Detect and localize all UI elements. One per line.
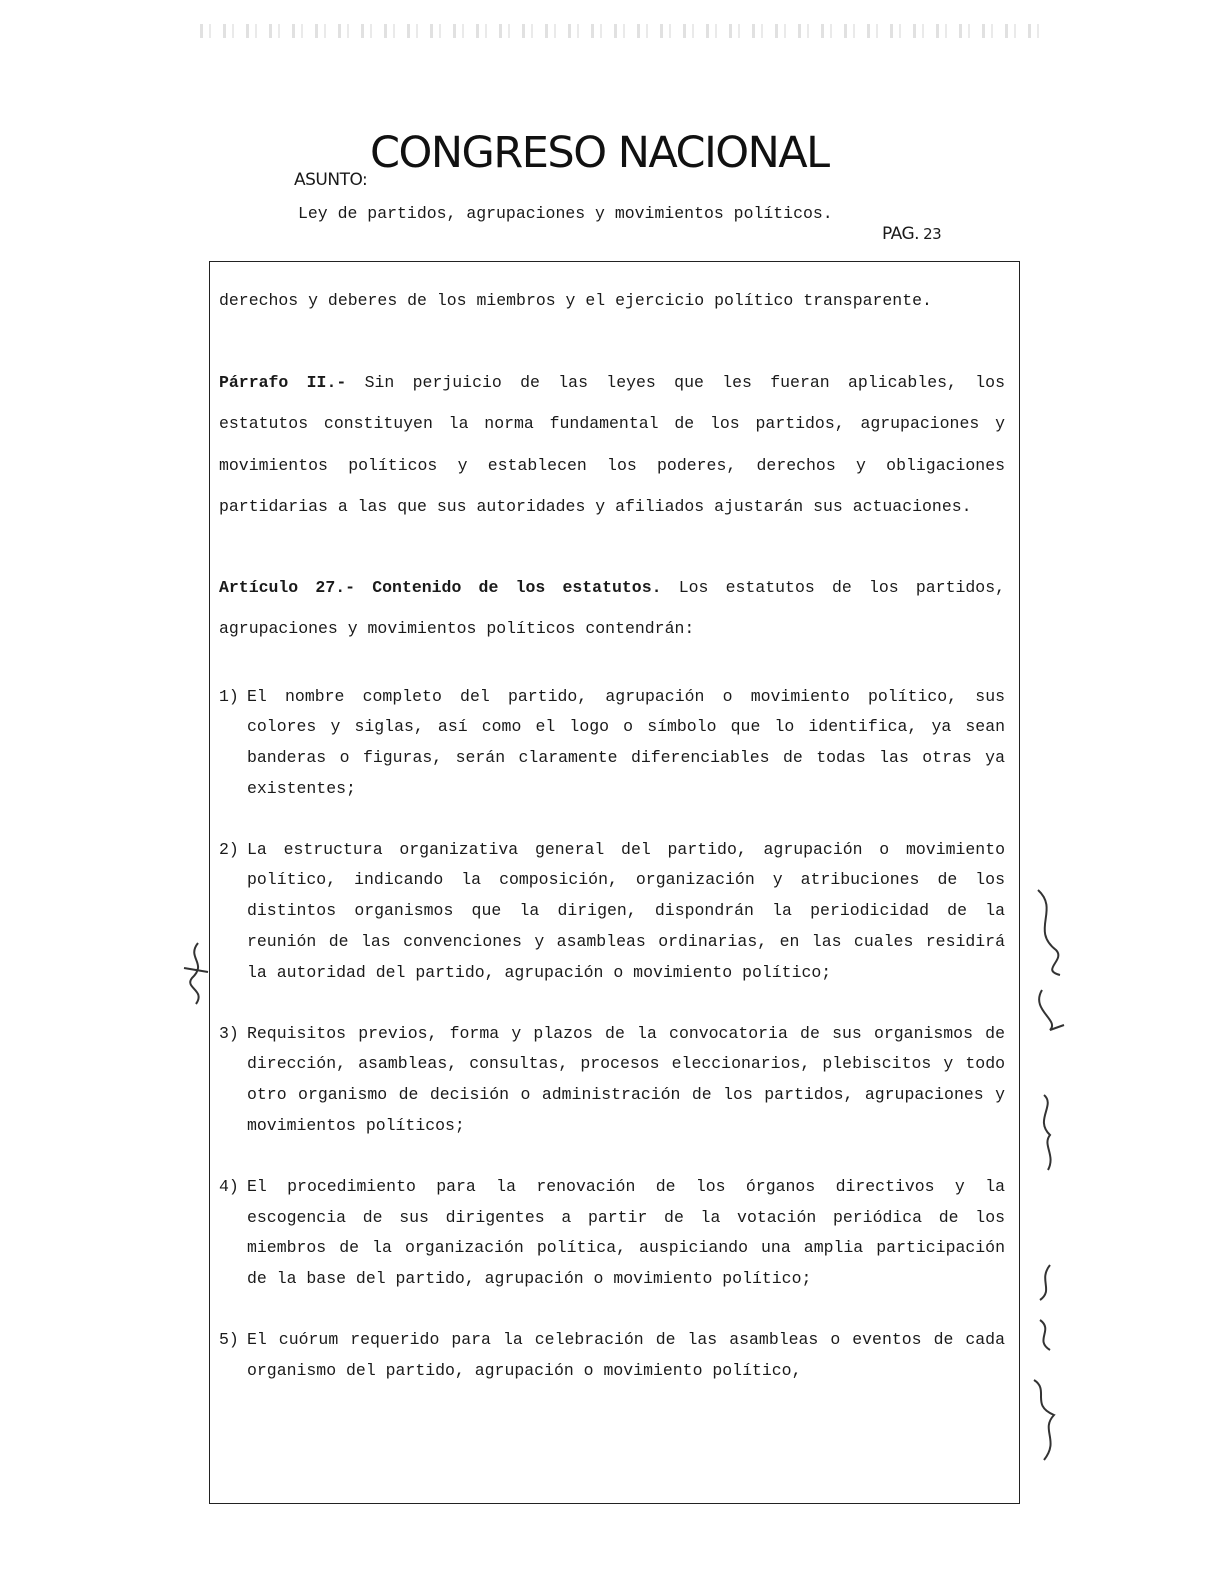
scan-noise-strip [200, 24, 1040, 38]
page-number [882, 224, 941, 244]
list-item [219, 835, 1005, 989]
list-item-text: La estructura organizativa general del partido, agrupación o movimiento político, indicando la composición, organización y atribuciones de los distintos organismos que la dirigen, dispondrán la periodicidad de la reunión de las convenciones y asambleas ordinarias, en las cuales residirá la autoridad del partido, agrupación o movimiento político; [247, 839, 1005, 982]
paragraph-ii-text: Sin perjuicio de las leyes que les fueran aplicables, los estatutos constituyen la norma fundamental de los partidos, agrupaciones y movimientos políticos y establecen los poderes, derechos y obligaciones partidarias a las que sus autoridades y afiliados ajustarán sus actuaciones. [219, 372, 1005, 516]
paragraph-ii-label: Párrafo II.- [219, 372, 347, 392]
list-item [219, 1325, 1005, 1387]
list-item [219, 682, 1005, 805]
article-27-text: Los estatutos de los partidos, agrupaciones y movimientos políticos contendrán: [219, 577, 1005, 638]
list-item-number: 3) [219, 1023, 239, 1043]
handwritten-initials-right [1020, 880, 1076, 1480]
list-item-text: El nombre completo del partido, agrupación o movimiento político, sus colores y siglas, así como el logo o símbolo que lo identifica, ya sean banderas o figuras, serán claramente diferenciables de todas las otras ya existentes; [247, 686, 1005, 798]
list-item-number: 1) [219, 686, 239, 706]
paragraph-ii [219, 362, 1005, 528]
masthead-title: CONGRESO NACIONAL [370, 128, 829, 178]
article-27 [219, 567, 1005, 650]
document-subject: Ley de partidos, agrupaciones y movimientos políticos. [298, 204, 833, 223]
page-number-value: 23 [923, 225, 942, 243]
page-label: PAG. [882, 224, 920, 244]
continuation-text: derechos y deberes de los miembros y el ejercicio político transparente. [219, 291, 932, 310]
handwritten-initial-left [178, 938, 218, 1008]
list-item-text: Requisitos previos, forma y plazos de la convocatoria de sus organismos de dirección, asambleas, consultas, procesos eleccionarios, plebiscitos y todo otro organismo de decisión o administración de los partidos, agrupaciones y movimientos políticos; [247, 1023, 1005, 1136]
article-27-label: Artículo 27.- Contenido de los estatutos. [219, 577, 662, 597]
list-item-text: El procedimiento para la renovación de los órganos directivos y la escogencia de sus dirigentes a partir de la votación periódica de los miembros de la organización política, auspiciando una amplia participación de la base del partido, agrupación o movimiento político; [247, 1176, 1005, 1289]
document-body [219, 280, 1005, 1417]
list-item-text: El cuórum requerido para la celebración de las asambleas o eventos de cada organismo del partido, agrupación o movimiento político, [247, 1330, 1005, 1380]
asunto-label: ASUNTO: [294, 170, 368, 190]
list-item-number: 4) [219, 1176, 239, 1196]
list-item-number: 5) [219, 1330, 239, 1350]
list-item [219, 1019, 1005, 1142]
list-item-number: 2) [219, 839, 239, 859]
list-item [219, 1172, 1005, 1295]
